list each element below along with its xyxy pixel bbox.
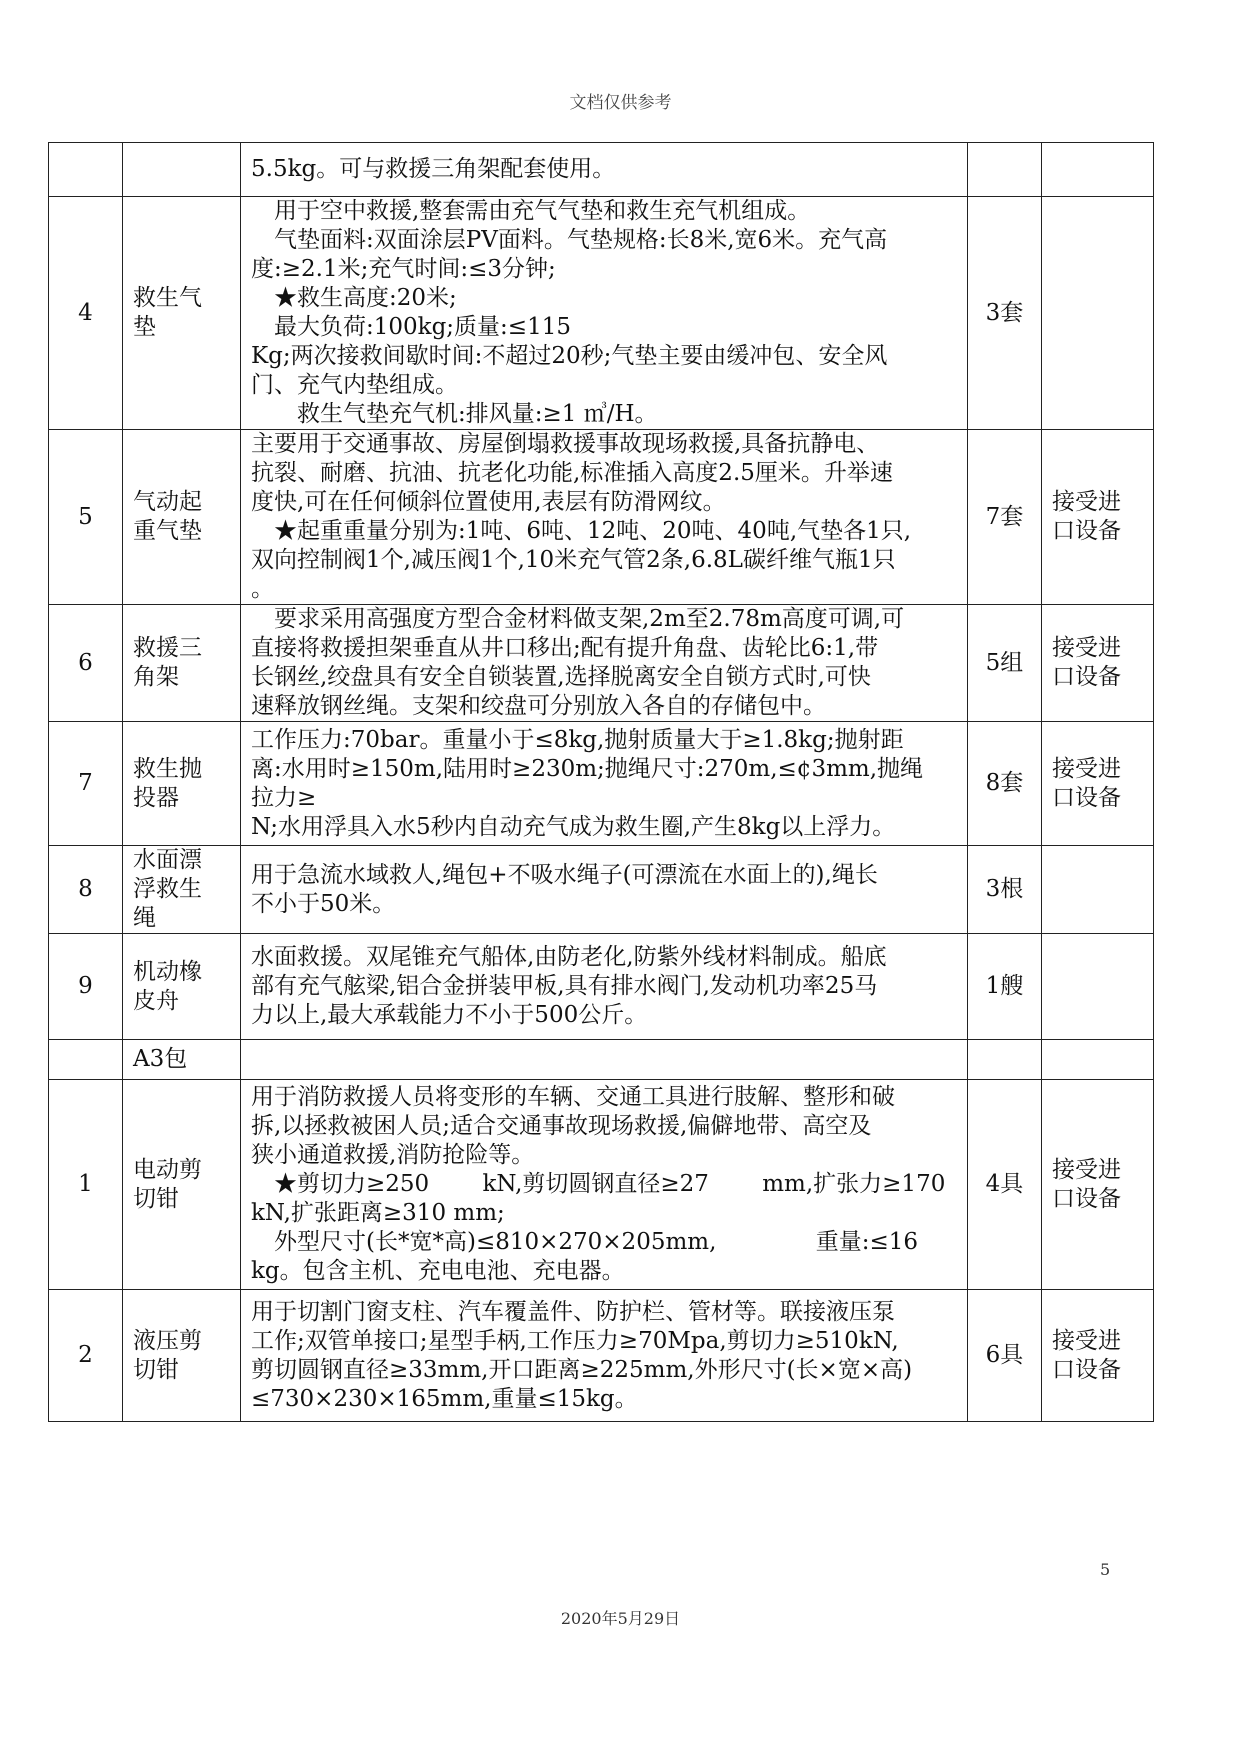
description-line: 用于急流水域救人,绳包+不吸水绳子(可漂流在水面上的),绳长	[251, 861, 878, 888]
description-line: ★剪切力≥250 kN,剪切圆钢直径≥27 mm,扩张力≥170	[251, 1171, 946, 1197]
item-description	[241, 846, 968, 934]
item-note: 接受进 口设备	[1042, 1290, 1154, 1422]
description-line: 长钢丝,绞盘具有安全自锁装置,选择脱离安全自锁方式时,可快	[251, 664, 871, 690]
page-number: 5	[1100, 1560, 1111, 1579]
item-number: 6	[49, 605, 123, 722]
description-line: 。	[251, 576, 274, 602]
item-note	[1042, 197, 1154, 430]
table-row	[49, 605, 1154, 722]
description-line: kg。包含主机、充电电池、充电器。	[251, 1258, 625, 1284]
item-number	[49, 1040, 123, 1080]
item-quantity	[968, 143, 1042, 197]
item-quantity: 1艘	[968, 934, 1042, 1040]
table-row	[49, 846, 1154, 934]
table-row	[49, 722, 1154, 846]
item-note	[1042, 934, 1154, 1040]
description-line: 要求采用高强度方型合金材料做支架,2m至2.78m高度可调,可	[251, 606, 905, 632]
item-note	[1042, 143, 1154, 197]
item-name: 机动橡 皮舟	[123, 934, 241, 1040]
item-description	[241, 430, 968, 605]
item-note: 接受进 口设备	[1042, 605, 1154, 722]
item-description	[241, 1290, 968, 1422]
description-line: 工作压力:70bar。重量小于≤8kg,抛射质量大于≥1.8kg;抛射距	[251, 726, 904, 753]
description-line: 最大负荷:100kg;质量:≤115	[251, 314, 571, 340]
description-line: 度:≥2.1米;充气时间:≤3分钟;	[251, 256, 556, 282]
item-quantity: 5组	[968, 605, 1042, 722]
description-line: N;水用浮具入水5秒内自动充气成为救生圈,产生8kg以上浮力。	[251, 813, 896, 840]
item-number	[49, 143, 123, 197]
description-line: ≤730×230×165mm,重量≤15kg。	[251, 1385, 638, 1412]
item-description	[241, 934, 968, 1040]
description-line: 用于切割门窗支柱、汽车覆盖件、防护栏、管材等。联接液压泵	[251, 1298, 895, 1325]
table-row	[49, 1290, 1154, 1422]
item-note	[1042, 1040, 1154, 1080]
item-number: 4	[49, 197, 123, 430]
item-name: 液压剪 切钳	[123, 1290, 241, 1422]
item-name: 水面漂 浮救生 绳	[123, 846, 241, 934]
description-line: 工作;双管单接口;星型手柄,工作压力≥70Mpa,剪切力≥510kN,	[251, 1327, 899, 1354]
item-quantity	[968, 1040, 1042, 1080]
item-quantity: 8套	[968, 722, 1042, 846]
item-name: 救生气 垫	[123, 197, 241, 430]
description-line: 用于空中救援,整套需由充气气垫和救生充气机组成。	[251, 198, 811, 224]
item-note	[1042, 846, 1154, 934]
table-row	[49, 1080, 1154, 1290]
description-line: 门、充气内垫组成。	[251, 372, 458, 398]
item-quantity: 7套	[968, 430, 1042, 605]
item-description	[241, 1040, 968, 1080]
item-number: 9	[49, 934, 123, 1040]
item-number: 2	[49, 1290, 123, 1422]
description-line: Kg;两次接救间歇时间:不超过20秒;气垫主要由缓冲包、安全风	[251, 343, 888, 369]
item-number: 7	[49, 722, 123, 846]
description-line: 抗裂、耐磨、抗油、抗老化功能,标准插入高度2.5厘米。升举速	[251, 460, 893, 486]
item-number: 5	[49, 430, 123, 605]
table-row	[49, 1040, 1154, 1080]
item-note: 接受进 口设备	[1042, 722, 1154, 846]
description-line: ★起重重量分别为:1吨、6吨、12吨、20吨、40吨,气垫各1只,	[251, 518, 912, 544]
item-description	[241, 722, 968, 846]
item-quantity: 3根	[968, 846, 1042, 934]
description-line: 主要用于交通事故、房屋倒塌救援事故现场救援,具备抗静电、	[251, 431, 880, 457]
table-row	[49, 430, 1154, 605]
footer-date: 2020年5月29日	[560, 1609, 681, 1628]
table-row	[49, 934, 1154, 1040]
item-quantity: 3套	[968, 197, 1042, 430]
equipment-table	[48, 142, 1154, 1422]
description-line: 水面救援。双尾锥充气船体,由防老化,防紫外线材料制成。船底	[251, 944, 887, 970]
description-line: 拆,以拯救被困人员;适合交通事故现场救援,偏僻地带、高空及	[251, 1113, 872, 1139]
table-row	[49, 143, 1154, 197]
item-description	[241, 197, 968, 430]
description-line: 剪切圆钢直径≥33mm,开口距离≥225mm,外形尺寸(长×宽×高)	[251, 1356, 913, 1383]
description-line: 速释放钢丝绳。支架和绞盘可分别放入各自的存储包中。	[251, 693, 826, 719]
item-name: 气动起 重气垫	[123, 430, 241, 605]
description-line: 部有充气舷梁,铝合金拼装甲板,具有排水阀门,发动机功率25马	[251, 973, 878, 999]
table-row	[49, 197, 1154, 430]
item-name	[123, 143, 241, 197]
description-line: 狭小通道救援,消防抢险等。	[251, 1142, 535, 1168]
description-line: 气垫面料:双面涂层PV面料。气垫规格:长8米,宽6米。充气高	[251, 227, 888, 253]
item-description	[241, 1080, 968, 1290]
description-line: ★救生高度:20米;	[251, 285, 457, 311]
description-line: 度快,可在任何倾斜位置使用,表层有防滑网纹。	[251, 489, 726, 515]
item-note: 接受进 口设备	[1042, 430, 1154, 605]
description-line: 拉力≥	[251, 784, 317, 811]
description-line: 救生气垫充气机:排风量:≥1 ㎥/H。	[251, 401, 658, 427]
item-name: A3包	[123, 1040, 241, 1080]
item-name: 救援三 角架	[123, 605, 241, 722]
description-line: 直接将救援担架垂直从井口移出;配有提升角盘、齿轮比6:1,带	[251, 635, 879, 661]
equipment-table-body	[49, 143, 1154, 1422]
item-description	[241, 605, 968, 722]
description-line: 不小于50米。	[251, 890, 396, 917]
item-quantity: 4具	[968, 1080, 1042, 1290]
description-line: 双向控制阀1个,减压阀1个,10米充气管2条,6.8L碳纤维气瓶1只	[251, 547, 896, 573]
item-number: 8	[49, 846, 123, 934]
item-name: 救生抛 投器	[123, 722, 241, 846]
item-quantity: 6具	[968, 1290, 1042, 1422]
description-line: 5.5kg。可与救援三角架配套使用。	[251, 156, 616, 182]
description-line: 外型尺寸(长*宽*高)≤810×270×205mm, 重量:≤16	[251, 1229, 918, 1255]
item-description	[241, 143, 968, 197]
description-line: kN,扩张距离≥310 mm;	[251, 1200, 505, 1226]
page-header: 文档仅供参考	[569, 93, 672, 113]
description-line: 用于消防救援人员将变形的车辆、交通工具进行肢解、整形和破	[251, 1084, 895, 1110]
description-line: 力以上,最大承载能力不小于500公斤。	[251, 1002, 648, 1028]
item-note: 接受进 口设备	[1042, 1080, 1154, 1290]
item-name: 电动剪 切钳	[123, 1080, 241, 1290]
description-line: 离:水用时≥150m,陆用时≥230m;抛绳尺寸:270m,≤¢3mm,抛绳	[251, 755, 924, 782]
item-number: 1	[49, 1080, 123, 1290]
